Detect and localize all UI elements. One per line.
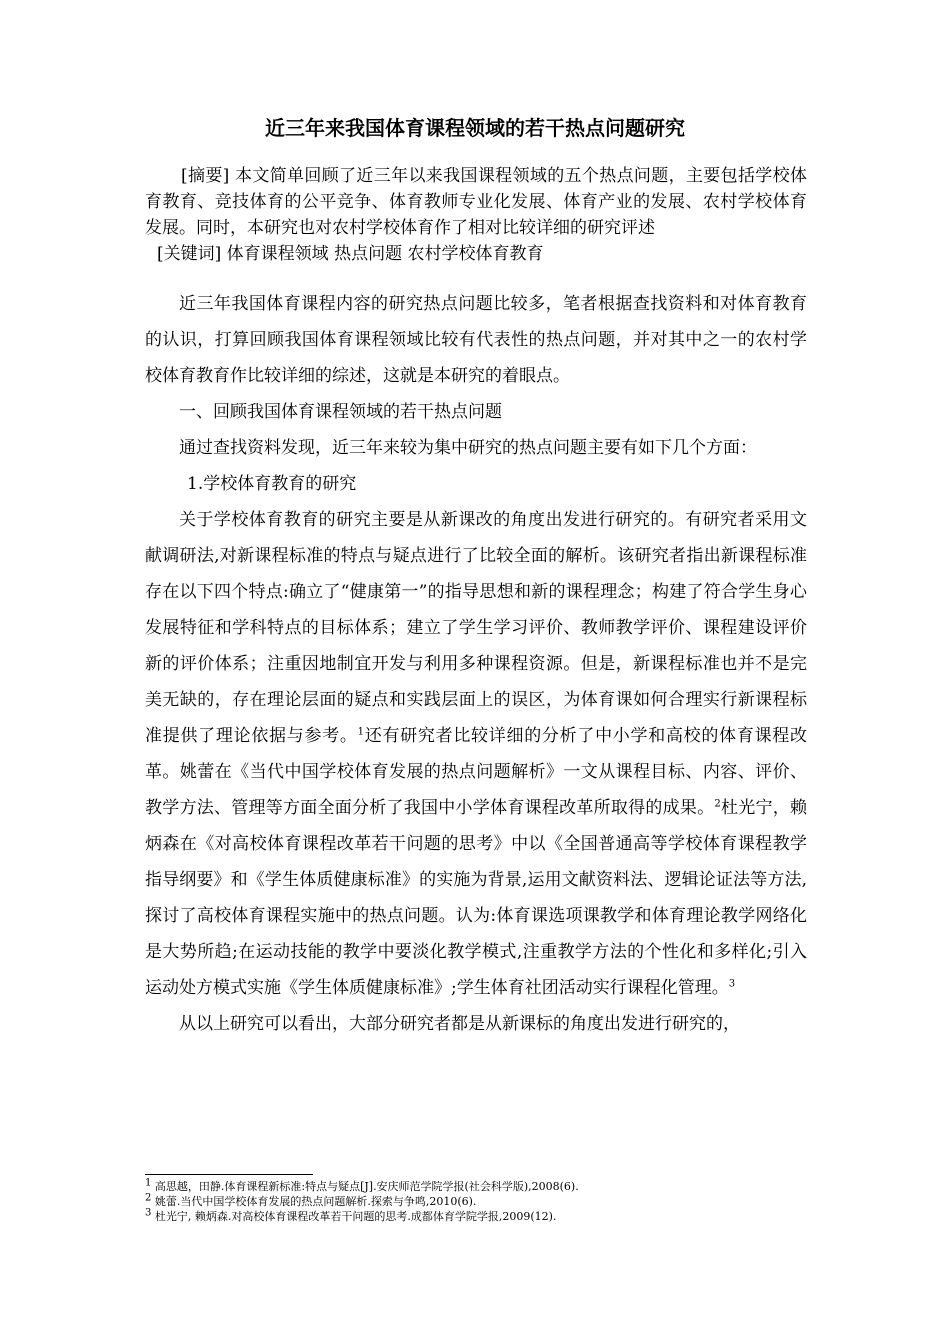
intro-paragraph: 近三年我国体育课程内容的研究热点问题比较多，笔者根据查找资料和对体育教育的认识，打算回顾我国体育课程领域比较有代表性的热点问题，并对其中之一的农村学校体育教育作比较详细的综述，这就是本研究的着眼点。 — [145, 294, 807, 386]
footnote-mark: 3 — [145, 1207, 152, 1219]
abstract-text: [摘要] 本文简单回顾了近三年以来我国课程领域的五个热点问题，主要包括学校体育教育、竞技体育的公平竞争、体育教师专业化发展、体育产业的发展、农村学校体育发展。同时，本研究也对农村学校体育作了相对比较详细的研究评述 — [145, 166, 807, 238]
body-text — [145, 286, 807, 1042]
paragraph-text-part1: 关于学校体育教育的研究主要是从新课改的角度出发进行研究的。有研究者采用文献调研法,对新课程标准的特点与疑点进行了比较全面的解析。该研究者指出新课程标准存在以下四个特点:确立了“健康第一”的指导思想和新的课程理念；构建了符合学生身心发展特征和学科特点的目标体系；建立了学生学习评价、教师教学评价、课程建设评价新的评价体系；注重因地制宜开发与利用多种课程资源。但是，新课程标准也并不是完美无缺的，存在理论层面的疑点和实践层面上的误区，为体育课如何合理实行新课程标准提供了理论依据与参考。 — [145, 510, 807, 746]
footnote-mark: 1 — [145, 1177, 152, 1189]
paragraph-summary: 从以上研究可以看出，大部分研究者都是从新课标的角度出发进行研究的， — [179, 1014, 740, 1034]
footnote-text: 姚蕾.当代中国学校体育发展的热点问题解析.探索与争鸣,2010(6). — [151, 1195, 477, 1208]
section-intro-paragraph: 通过查找资料发现，近三年来较为集中研究的热点问题主要有如下几个方面： — [179, 438, 757, 458]
document-title: 近三年来我国体育课程领域的若干热点问题研究 — [265, 116, 685, 140]
footnote-ref-2[interactable]: 2 — [714, 798, 721, 810]
footnote-text: 高思越，田静.体育课程新标准:特点与疑点[J].安庆师范学院学报(社会科学版),2008(6). — [151, 1180, 579, 1193]
footnote-text: 杜光宁, 赖炳森.对高校体育课程改革若干问题的思考.成都体育学院学报,2009(12). — [151, 1210, 557, 1223]
footnotes — [145, 1179, 807, 1224]
footnote-item — [145, 1209, 807, 1224]
abstract-block — [145, 163, 807, 267]
footnote-ref-1[interactable]: 1 — [357, 726, 365, 738]
paragraph-text-part2: 还有研究者比较详细的分析了中小学和高校的体育课程改革。姚蕾在《当代中国学校体育发展的热点问题解析》一文从课程目标、内容、评价、教学方法、管理等方面全面分析了我国中小学体育课程改革所取得的成果。 — [145, 726, 808, 818]
footnote-item — [145, 1179, 807, 1194]
paragraph-school-pe — [145, 502, 807, 1006]
keywords-line: [关键词] 体育课程领域 热点问题 农村学校体育教育 — [157, 244, 544, 264]
footnote-item — [145, 1194, 807, 1209]
subsection-heading: 1.学校体育教育的研究 — [187, 474, 357, 494]
section-heading: 一、回顾我国体育课程领域的若干热点问题 — [179, 402, 502, 422]
footnote-separator — [145, 1174, 313, 1175]
footnote-ref-3[interactable]: 3 — [728, 978, 736, 990]
footnote-mark: 2 — [145, 1192, 152, 1204]
paragraph-text-part3: 杜光宁，赖炳森在《对高校体育课程改革若干问题的思考》中以《全国普通高等学校体育课程教学指导纲要》和《学生体质健康标准》的实施为背景,运用文献资料法、逻辑论证法等方法,探讨了高校体育课程实施中的热点问题。认为:体育课选项课教学和体育理论教学网络化是大势所趋;在运动技能的教学中要淡化教学模式,注重教学方法的个性化和多样化;引入运动处方模式实施《学生体质健康标准》;学生体育社团活动实行课程化管理。 — [145, 798, 808, 998]
